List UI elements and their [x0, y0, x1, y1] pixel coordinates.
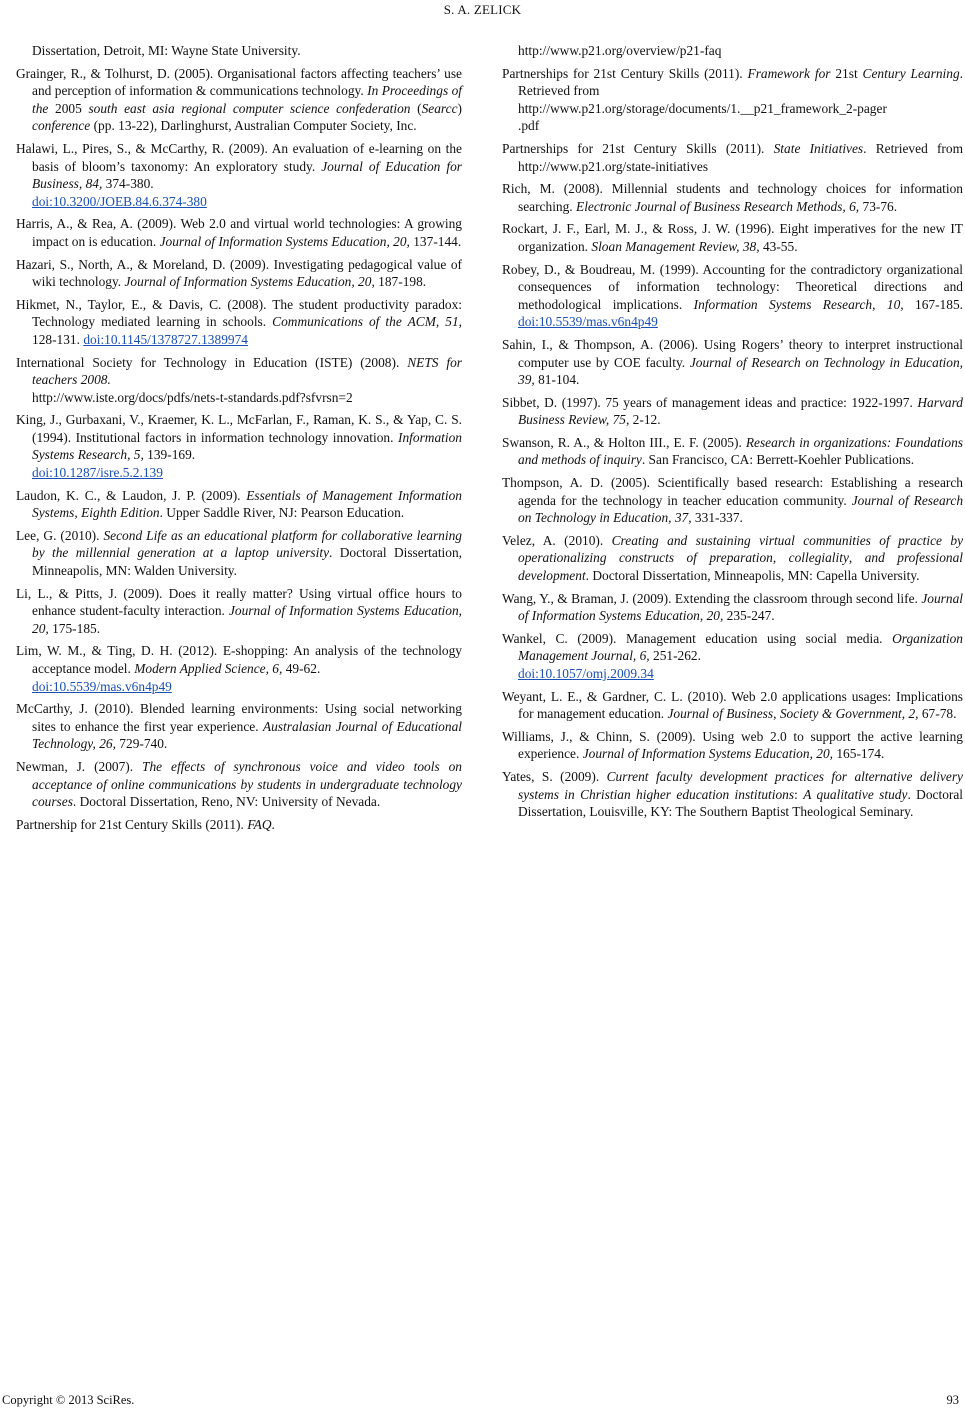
reference-italic-text: Century Learning	[862, 65, 960, 81]
reference-entry	[16, 215, 462, 250]
reference-text: Wankel, C. (2009). Management education using social media.	[502, 630, 893, 646]
reference-text: (pp. 13-22), Darlinghurst, Australian Computer Society, Inc.	[93, 118, 417, 134]
reference-text: . Doctoral Dissertation, Minneapolis, MN: Walden University.	[32, 545, 462, 579]
reference-entry	[502, 394, 963, 429]
reference-text: http://www.p21.org/storage/documents/1.__p21_framework_2-pager	[518, 100, 887, 116]
reference-text: 43-55.	[762, 238, 798, 254]
reference-entry	[16, 700, 462, 753]
reference-text: Harris, A., & Rea, A. (2009). Web 2.0 and virtual world technologies: A growing impact on is education.	[16, 216, 462, 249]
reference-text: Lim, W. M., & Ting, D. H. (2012). E-shopping: An analysis of the technology acceptance model.	[16, 643, 462, 676]
doi-link[interactable]: doi:10.5539/mas.v6n4p49	[32, 678, 172, 694]
reference-italic-text: Journal of Education for Business, 84,	[32, 158, 462, 192]
reference-text: (	[417, 100, 422, 116]
reference-italic-text: In Proceedings of the	[32, 83, 463, 116]
reference-text: Yates, S. (2009).	[502, 768, 607, 784]
reference-text: Velez, A. (2010).	[502, 532, 612, 548]
reference-text: .pdf	[518, 118, 540, 134]
reference-italic-text: Journal of Information Systems Education, 20,	[124, 274, 379, 290]
reference-text: Newman, J. (2007).	[16, 758, 143, 774]
reference-text: 67-78.	[921, 706, 957, 722]
reference-italic-text: Creating and sustaining virtual communities of practice by operationalizing constructs of preparation	[518, 532, 964, 566]
reference-text: 251-262.	[653, 648, 701, 664]
reference-entry	[16, 296, 462, 349]
reference-entry	[502, 474, 963, 527]
reference-text: 2005	[55, 100, 89, 116]
reference-text: Halawi, L., Pires, S., & McCarthy, R. (2009). An evaluation of e-learning on the basis of bloom’s taxonomy: An exploratory study.	[16, 140, 462, 174]
reference-text: Swanson, R. A., & Holton III., E. F. (2005).	[502, 434, 746, 450]
doi-link[interactable]: doi:10.1287/isre.5.2.139	[32, 465, 163, 481]
reference-text: Wang, Y., & Braman, J. (2009). Extending the classroom through second life.	[502, 590, 922, 606]
reference-italic-text: Information Systems Research, 10,	[693, 296, 916, 312]
reference-text: 165-174.	[836, 746, 885, 762]
reference-italic-text: Electronic Journal of Business Research Methods, 6,	[576, 198, 863, 214]
reference-text: 49-62.	[285, 661, 321, 676]
doi-link[interactable]: doi:10.3200/JOEB.84.6.374-380	[32, 193, 207, 209]
reference-italic-text: Information Systems Research, 5,	[32, 429, 462, 463]
reference-italic-text: Journal of Information Systems Education, 20,	[582, 746, 837, 762]
reference-italic-text: Journal of Information Systems Education, 20,	[32, 603, 462, 636]
reference-entry	[16, 140, 462, 210]
reference-text: Partnerships for 21st Century Skills (2011).	[502, 65, 748, 81]
reference-italic-text: NETS for teachers 2008.	[32, 354, 462, 388]
reference-text: . Doctoral Dissertation, Reno, NV: University of Nevada.	[72, 794, 381, 810]
reference-text: http://www.iste.org/docs/pdfs/nets-t-standards.pdf?sfvrsn=2	[32, 389, 353, 405]
reference-entry	[16, 642, 462, 695]
reference-text: 21st	[835, 65, 863, 81]
reference-italic-text: conference	[32, 118, 94, 134]
reference-text: 128-131.	[32, 331, 84, 347]
reference-entry	[502, 728, 963, 763]
reference-text: 374-380.	[105, 176, 154, 192]
reference-italic-text: Eighth Edition	[81, 505, 160, 521]
reference-text: 235-247.	[726, 608, 775, 624]
reference-entry	[16, 527, 462, 580]
reference-entry	[502, 180, 963, 215]
reference-text: ,	[772, 550, 789, 566]
reference-text: 187-198.	[378, 274, 427, 290]
reference-text: Hazari, S., North, A., & Moreland, D. (2009). Investigating pedagogical value of wiki technology.	[16, 256, 462, 290]
reference-text: Rich, M. (2008). Millennial students and technology choices for information searching.	[502, 181, 963, 214]
reference-text: 331-337.	[694, 510, 743, 526]
reference-entry	[502, 336, 963, 389]
references-right-column	[502, 42, 963, 826]
reference-entry	[502, 261, 963, 331]
reference-entry	[502, 65, 963, 135]
reference-text: Sibbet, D. (1997). 75 years of management ideas and practice: 1922-1997.	[502, 394, 918, 410]
reference-text: McCarthy, J. (2010). Blended learning environments: Using social networking sites to enhance the first year experience.	[16, 701, 462, 734]
reference-entry	[502, 768, 963, 821]
reference-entry	[16, 411, 462, 481]
reference-text: Dissertation, Detroit, MI: Wayne State University.	[32, 43, 301, 58]
reference-text: 2-12.	[632, 412, 661, 428]
doi-link[interactable]: doi:10.5539/mas.v6n4p49	[518, 314, 658, 330]
reference-italic-text: Sloan Management Review, 38,	[591, 238, 763, 254]
reference-text: . Retrieved from http://www.p21.org/state-initiatives	[518, 140, 964, 174]
reference-entry	[16, 354, 462, 407]
reference-text: King, J., Gurbaxani, V., Kraemer, K. L., McFarlan, F., Raman, K. S., & Yap, C. S. (1994). Institutional factors in information technology innovation.	[16, 412, 462, 445]
reference-text: . San Francisco, CA: Berrett-Koehler Publications.	[641, 452, 915, 468]
reference-italic-text: State Initiatives	[773, 140, 864, 156]
reference-entry	[502, 434, 963, 469]
copyright-notice: Copyright © 2013 SciRes.	[2, 1393, 135, 1407]
reference-text: 175-185.	[52, 620, 101, 636]
reference-text: . Doctoral Dissertation, Minneapolis, MN: Capella University.	[585, 568, 920, 584]
reference-text: ,	[74, 505, 82, 521]
reference-text: . Retrieved from	[518, 65, 963, 99]
reference-entry	[502, 140, 963, 175]
reference-text: Sahin, I., & Thompson, A. (2006). Using Rogers’ theory to interpret instructional computer use by COE faculty.	[502, 336, 963, 370]
reference-italic-text: The effects of synchronous voice and video tools on acceptance of online communications by students in undergraduate technology courses	[32, 758, 462, 810]
reference-text: Williams, J., & Chinn, S. (2009). Using web 2.0 to support the active learning experience.	[502, 728, 963, 762]
reference-text: Grainger, R., & Tolhurst, D. (2005). Organisational factors affecting teachers’ use and perception of information & communications technology.	[16, 65, 462, 99]
reference-italic-text: Framework for	[747, 65, 836, 81]
reference-text: 81-104.	[538, 372, 580, 388]
reference-text: . Upper Saddle River, NJ: Pearson Education.	[159, 505, 405, 521]
reference-italic-text: Journal of Information Systems Education, 20,	[518, 590, 963, 624]
reference-italic-text: collegiality	[788, 550, 849, 566]
reference-text: Thompson, A. D. (2005). Scientifically based research: Establishing a research agenda for the technology in teacher education community.	[502, 475, 963, 508]
reference-entry	[16, 65, 462, 135]
reference-italic-text: Journal of Business	[667, 706, 774, 722]
reference-italic-text: and professional development	[518, 550, 963, 584]
reference-italic-text: Modern Applied Science, 6,	[134, 661, 286, 676]
reference-italic-text: Harvard Business Review, 75,	[518, 394, 963, 428]
reference-italic-text: A qualitative study	[803, 786, 908, 802]
reference-text: ,	[773, 706, 780, 722]
reference-text: ,	[848, 550, 865, 566]
reference-text: Laudon, K. C., & Laudon, J. P. (2009).	[16, 487, 247, 503]
reference-entry	[16, 256, 462, 291]
page-number: 93	[946, 1393, 959, 1407]
reference-italic-text: south east asia regional computer science confederation	[88, 100, 418, 116]
reference-text: Rockart, J. F., Earl, M. J., & Ross, J. W. (1996). Eight imperatives for the new IT organization.	[502, 221, 963, 254]
reference-entry	[502, 630, 963, 683]
reference-italic-text: FAQ	[247, 816, 272, 832]
reference-text: .	[271, 816, 275, 832]
reference-entry	[16, 487, 462, 522]
reference-text: :	[794, 786, 804, 802]
reference-entry	[16, 816, 462, 834]
reference-entry	[16, 42, 462, 60]
running-head: S. A. ZELICK	[443, 2, 522, 17]
reference-entry	[502, 220, 963, 255]
reference-italic-text: Society & Government, 2,	[779, 706, 922, 722]
reference-entry	[16, 585, 462, 638]
reference-text: Partnership for 21st Century Skills (2011).	[16, 816, 248, 832]
reference-entry	[502, 590, 963, 625]
reference-entry	[16, 758, 462, 811]
reference-text: 167-185.	[915, 296, 963, 312]
reference-entry	[502, 532, 963, 585]
reference-text: Weyant, L. E., & Gardner, C. L. (2010). Web 2.0 applications usages: Implications for management education.	[502, 688, 963, 722]
reference-italic-text: Searcc	[421, 100, 458, 116]
reference-text: Li, L., & Pitts, J. (2009). Does it really matter? Using virtual office hours to enhance student-faculty interaction.	[16, 585, 462, 619]
doi-link[interactable]: doi:10.1145/1378727.1389974	[83, 331, 248, 347]
references-left-column	[16, 42, 462, 838]
reference-italic-text: Journal of Research on Technology in Education, 37,	[518, 492, 964, 526]
reference-text: 139-169.	[147, 447, 196, 463]
reference-text: Hikmet, N., Taylor, E., & Davis, C. (2008). The student productivity paradox: Technology mediated learning in schools.	[16, 296, 462, 330]
reference-text: Lee, G. (2010).	[16, 527, 104, 543]
reference-italic-text: Journal of Research on Technology in Education, 39,	[518, 354, 963, 388]
reference-italic-text: Organization Management Journal, 6,	[518, 630, 963, 664]
reference-entry	[502, 688, 963, 723]
reference-text: )	[457, 100, 462, 116]
reference-text: 729-740.	[119, 736, 168, 752]
reference-text: 73-76.	[862, 198, 898, 214]
reference-italic-text: Research in organizations: Foundations and methods of inquiry	[518, 434, 963, 468]
reference-italic-text: Australasian Journal of Educational Technology, 26,	[32, 718, 462, 752]
reference-text: . Doctoral Dissertation, Louisville, KY: The Southern Baptist Theological Seminary.	[518, 786, 964, 820]
reference-entry	[502, 42, 963, 60]
reference-italic-text: Essentials of Management Information Systems	[32, 487, 462, 521]
reference-text: Robey, D., & Boudreau, M. (1999). Accounting for the contradictory organizational consequences of information technology: Theoretical directions and methodological implications.	[502, 261, 963, 312]
reference-italic-text: Communications of the ACM, 51,	[272, 314, 462, 330]
reference-text: International Society for Technology in Education (ISTE) (2008).	[16, 354, 408, 370]
doi-link[interactable]: doi:10.1057/omj.2009.34	[518, 666, 654, 681]
reference-text: http://www.p21.org/overview/p21-faq	[518, 43, 722, 58]
reference-text: Partnerships for 21st Century Skills (2011).	[502, 140, 774, 156]
reference-italic-text: Second Life as an educational platform for collaborative learning by the millennial generation at a laptop university	[32, 527, 462, 561]
reference-italic-text: Current faculty development practices for alternative delivery systems in Christian higher education institutions	[518, 768, 963, 802]
reference-italic-text: Journal of Information Systems Education, 20,	[159, 233, 414, 249]
reference-text: 137-144.	[413, 233, 462, 249]
